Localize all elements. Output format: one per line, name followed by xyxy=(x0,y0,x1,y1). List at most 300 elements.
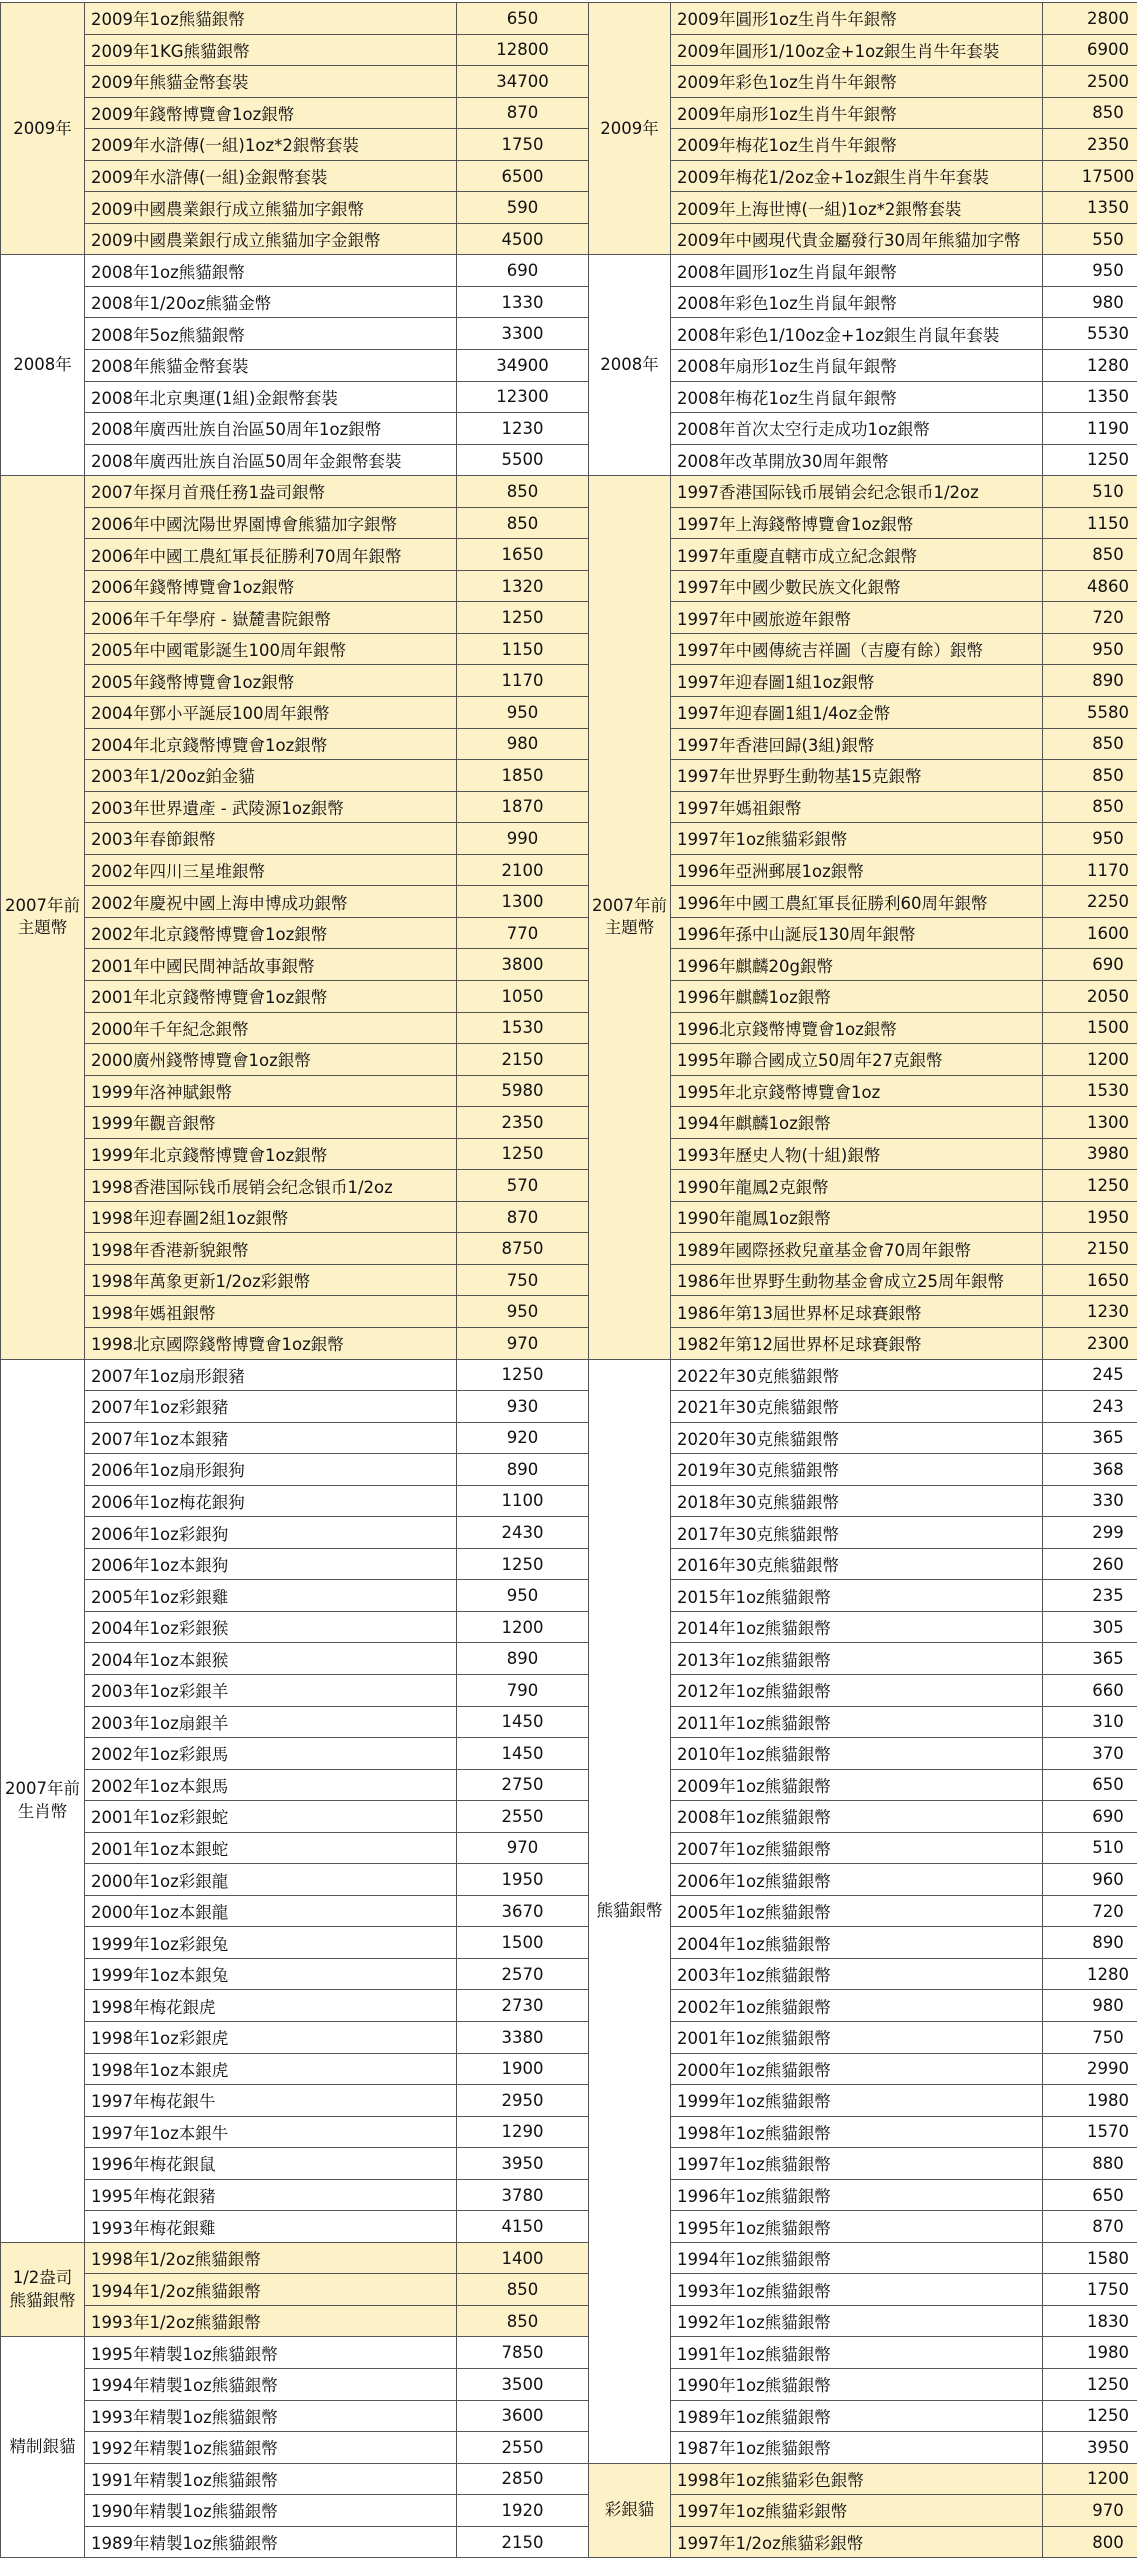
item-name-cell: 1999年洛神賦銀幣 xyxy=(85,1076,457,1108)
item-price-cell: 12800 xyxy=(457,35,589,67)
item-price-cell: 1050 xyxy=(457,981,589,1013)
item-price-cell: 1150 xyxy=(457,634,589,666)
item-name-cell: 1990年精製1oz熊貓銀幣 xyxy=(85,2495,457,2527)
item-name-cell: 2003年1/20oz鉑金貓 xyxy=(85,760,457,792)
item-price-cell: 17500 xyxy=(1043,161,1137,193)
item-name-cell: 2021年30克熊貓銀幣 xyxy=(671,1391,1043,1423)
item-name-cell: 2011年1oz熊貓銀幣 xyxy=(671,1707,1043,1739)
item-name-cell: 2009年梅花1oz生肖牛年銀幣 xyxy=(671,129,1043,161)
item-price-cell: 660 xyxy=(1043,1675,1137,1707)
item-price-cell: 1300 xyxy=(1043,1107,1137,1139)
item-price-cell: 2550 xyxy=(457,2432,589,2464)
item-name-cell: 2008年北京奧運(1組)金銀幣套裝 xyxy=(85,382,457,414)
item-price-cell: 1250 xyxy=(457,1360,589,1392)
item-name-cell: 2008年廣西壯族自治區50周年1oz銀幣 xyxy=(85,413,457,445)
item-name-cell: 1994年精製1oz熊貓銀幣 xyxy=(85,2369,457,2401)
item-price-cell: 850 xyxy=(1043,539,1137,571)
item-price-cell: 970 xyxy=(1043,2495,1137,2527)
item-price-cell: 2100 xyxy=(457,855,589,887)
item-price-cell: 1950 xyxy=(457,1864,589,1896)
item-name-cell: 1995年北京錢幣博覽會1oz xyxy=(671,1076,1043,1108)
item-name-cell: 1996年1oz熊貓銀幣 xyxy=(671,2180,1043,2212)
item-price-cell: 34700 xyxy=(457,66,589,98)
item-name-cell: 2009年梅花1/2oz金+1oz銀生肖牛年套裝 xyxy=(671,161,1043,193)
item-name-cell: 1993年1/2oz熊貓銀幣 xyxy=(85,2306,457,2338)
item-price-cell: 2850 xyxy=(457,2464,589,2496)
item-name-cell: 2018年30克熊貓銀幣 xyxy=(671,1486,1043,1518)
item-price-cell: 950 xyxy=(1043,634,1137,666)
item-name-cell: 2009年圓形1oz生肖牛年銀幣 xyxy=(671,3,1043,35)
item-price-cell: 2350 xyxy=(457,1107,589,1139)
item-name-cell: 1995年1oz熊貓銀幣 xyxy=(671,2211,1043,2243)
item-name-cell: 2002年1oz彩銀馬 xyxy=(85,1738,457,1770)
item-price-cell: 1830 xyxy=(1043,2306,1137,2338)
item-price-cell: 2350 xyxy=(1043,129,1137,161)
category-cell: 1/2盎司 熊貓銀幣 xyxy=(1,2243,85,2338)
item-price-cell: 260 xyxy=(1043,1549,1137,1581)
item-price-cell: 1170 xyxy=(1043,855,1137,887)
item-price-cell: 8750 xyxy=(457,1233,589,1265)
item-name-cell: 2001年北京錢幣博覽會1oz銀幣 xyxy=(85,981,457,1013)
item-price-cell: 1280 xyxy=(1043,1959,1137,1991)
item-name-cell: 2000廣州錢幣博覽會1oz銀幣 xyxy=(85,1044,457,1076)
item-name-cell: 2000年1oz熊貓銀幣 xyxy=(671,2054,1043,2086)
item-name-cell: 2009中國農業銀行成立熊貓加字金銀幣 xyxy=(85,224,457,256)
item-price-cell: 1250 xyxy=(1043,2401,1137,2433)
item-price-cell: 1650 xyxy=(457,539,589,571)
item-price-cell: 299 xyxy=(1043,1517,1137,1549)
item-name-cell: 1997年1oz熊貓彩銀幣 xyxy=(671,823,1043,855)
item-price-cell: 980 xyxy=(457,729,589,761)
item-name-cell: 1998年媽祖銀幣 xyxy=(85,1296,457,1328)
item-name-cell: 1997年迎春圖1組1/4oz金幣 xyxy=(671,697,1043,729)
item-name-cell: 1997年1oz本銀牛 xyxy=(85,2117,457,2149)
category-cell: 2009年 xyxy=(1,3,85,255)
item-price-cell: 1230 xyxy=(457,413,589,445)
item-name-cell: 2008年改革開放30周年銀幣 xyxy=(671,445,1043,477)
item-name-cell: 2008年廣西壯族自治區50周年金銀幣套裝 xyxy=(85,445,457,477)
coin-price-table xyxy=(0,2,1137,2558)
item-price-cell: 870 xyxy=(1043,2211,1137,2243)
item-price-cell: 850 xyxy=(1043,792,1137,824)
item-name-cell: 2002年四川三星堆銀幣 xyxy=(85,855,457,887)
item-name-cell: 2005年1oz熊貓銀幣 xyxy=(671,1896,1043,1928)
item-price-cell: 970 xyxy=(457,1328,589,1360)
item-name-cell: 1999年北京錢幣博覽會1oz銀幣 xyxy=(85,1139,457,1171)
item-price-cell: 1600 xyxy=(1043,918,1137,950)
item-name-cell: 1994年麒麟1oz銀幣 xyxy=(671,1107,1043,1139)
item-price-cell: 3600 xyxy=(457,2401,589,2433)
item-price-cell: 1350 xyxy=(1043,192,1137,224)
item-name-cell: 2007年探月首飛任務1盎司銀幣 xyxy=(85,476,457,508)
item-name-cell: 2006年中國工農紅軍長征勝利70周年銀幣 xyxy=(85,539,457,571)
item-name-cell: 1999年1oz彩銀兔 xyxy=(85,1927,457,1959)
item-name-cell: 2008年熊貓金幣套裝 xyxy=(85,350,457,382)
item-name-cell: 2009年圓形1/10oz金+1oz銀生肖牛年套裝 xyxy=(671,35,1043,67)
item-name-cell: 2006年1oz熊貓銀幣 xyxy=(671,1864,1043,1896)
item-price-cell: 1750 xyxy=(457,129,589,161)
item-price-cell: 850 xyxy=(1043,729,1137,761)
item-price-cell: 1750 xyxy=(1043,2274,1137,2306)
item-price-cell: 970 xyxy=(457,1833,589,1865)
item-price-cell: 1650 xyxy=(1043,1265,1137,1297)
item-price-cell: 5500 xyxy=(457,445,589,477)
item-name-cell: 2017年30克熊貓銀幣 xyxy=(671,1517,1043,1549)
item-price-cell: 1950 xyxy=(1043,1202,1137,1234)
item-price-cell: 2570 xyxy=(457,1959,589,1991)
item-name-cell: 1997年1oz熊貓銀幣 xyxy=(671,2148,1043,2180)
item-price-cell: 7850 xyxy=(457,2337,589,2369)
item-price-cell: 950 xyxy=(1043,823,1137,855)
item-price-cell: 5580 xyxy=(1043,697,1137,729)
item-price-cell: 1250 xyxy=(457,602,589,634)
item-price-cell: 6900 xyxy=(1043,35,1137,67)
item-name-cell: 1994年1/2oz熊貓銀幣 xyxy=(85,2274,457,2306)
item-name-cell: 1997年上海錢幣博覽會1oz銀幣 xyxy=(671,508,1043,540)
item-price-cell: 590 xyxy=(457,192,589,224)
item-name-cell: 2008年5oz熊貓銀幣 xyxy=(85,318,457,350)
item-price-cell: 5980 xyxy=(457,1076,589,1108)
item-price-cell: 1280 xyxy=(1043,350,1137,382)
item-name-cell: 2009年1KG熊貓銀幣 xyxy=(85,35,457,67)
item-name-cell: 2002年1oz本銀馬 xyxy=(85,1770,457,1802)
item-price-cell: 3980 xyxy=(1043,1139,1137,1171)
item-name-cell: 1998年1/2oz熊貓銀幣 xyxy=(85,2243,457,2275)
item-price-cell: 960 xyxy=(1043,1864,1137,1896)
item-name-cell: 1997年世界野生動物基15克銀幣 xyxy=(671,760,1043,792)
item-price-cell: 2550 xyxy=(457,1801,589,1833)
item-name-cell: 2022年30克熊貓銀幣 xyxy=(671,1360,1043,1392)
item-name-cell: 1999年1oz熊貓銀幣 xyxy=(671,2085,1043,2117)
item-price-cell: 650 xyxy=(1043,2180,1137,2212)
item-name-cell: 1998北京國際錢幣博覽會1oz銀幣 xyxy=(85,1328,457,1360)
item-price-cell: 850 xyxy=(457,2306,589,2338)
item-name-cell: 1996年亞洲郵展1oz銀幣 xyxy=(671,855,1043,887)
item-name-cell: 1989年精製1oz熊貓銀幣 xyxy=(85,2527,457,2559)
item-name-cell: 2008年首次太空行走成功1oz銀幣 xyxy=(671,413,1043,445)
item-price-cell: 330 xyxy=(1043,1486,1137,1518)
item-price-cell: 1330 xyxy=(457,287,589,319)
item-name-cell: 2015年1oz熊貓銀幣 xyxy=(671,1580,1043,1612)
item-price-cell: 2250 xyxy=(1043,886,1137,918)
item-name-cell: 1992年精製1oz熊貓銀幣 xyxy=(85,2432,457,2464)
item-name-cell: 2009年熊貓金幣套裝 xyxy=(85,66,457,98)
item-price-cell: 1850 xyxy=(457,760,589,792)
item-name-cell: 2012年1oz熊貓銀幣 xyxy=(671,1675,1043,1707)
item-price-cell: 650 xyxy=(457,3,589,35)
item-price-cell: 1530 xyxy=(457,1013,589,1045)
item-price-cell: 1250 xyxy=(1043,1170,1137,1202)
item-price-cell: 2150 xyxy=(457,1044,589,1076)
item-name-cell: 2006年1oz梅花銀狗 xyxy=(85,1486,457,1518)
item-price-cell: 690 xyxy=(1043,949,1137,981)
item-name-cell: 2005年中國電影誕生100周年銀幣 xyxy=(85,634,457,666)
item-price-cell: 950 xyxy=(457,1580,589,1612)
item-name-cell: 1997年重慶直轄市成立紀念銀幣 xyxy=(671,539,1043,571)
item-price-cell: 1980 xyxy=(1043,2085,1137,2117)
item-name-cell: 1997年迎春圖1組1oz銀幣 xyxy=(671,665,1043,697)
item-name-cell: 1997年香港回歸(3組)銀幣 xyxy=(671,729,1043,761)
item-price-cell: 950 xyxy=(1043,255,1137,287)
item-price-cell: 3300 xyxy=(457,318,589,350)
item-price-cell: 4500 xyxy=(457,224,589,256)
item-name-cell: 2009年上海世博(一組)1oz*2銀幣套裝 xyxy=(671,192,1043,224)
item-price-cell: 720 xyxy=(1043,602,1137,634)
item-name-cell: 2002年慶祝中國上海申博成功銀幣 xyxy=(85,886,457,918)
item-price-cell: 1150 xyxy=(1043,508,1137,540)
item-name-cell: 2007年1oz彩銀豬 xyxy=(85,1391,457,1423)
item-name-cell: 2009年1oz熊貓銀幣 xyxy=(671,1770,1043,1802)
item-price-cell: 1900 xyxy=(457,2054,589,2086)
category-cell: 彩銀貓 xyxy=(589,2464,671,2559)
item-price-cell: 245 xyxy=(1043,1360,1137,1392)
item-price-cell: 3780 xyxy=(457,2180,589,2212)
item-price-cell: 880 xyxy=(1043,2148,1137,2180)
item-name-cell: 2003年世界遺產 - 武陵源1oz銀幣 xyxy=(85,792,457,824)
item-price-cell: 930 xyxy=(457,1391,589,1423)
item-price-cell: 770 xyxy=(457,918,589,950)
item-name-cell: 2001年1oz彩銀蛇 xyxy=(85,1801,457,1833)
category-cell: 2007年前 主題幣 xyxy=(589,476,671,1359)
item-name-cell: 2003年1oz熊貓銀幣 xyxy=(671,1959,1043,1991)
item-name-cell: 2004年1oz本銀猴 xyxy=(85,1643,457,1675)
item-price-cell: 1250 xyxy=(1043,445,1137,477)
category-cell: 熊貓銀幣 xyxy=(589,1360,671,2464)
item-name-cell: 1998年香港新貌銀幣 xyxy=(85,1233,457,1265)
item-name-cell: 2006年1oz彩銀狗 xyxy=(85,1517,457,1549)
item-price-cell: 1250 xyxy=(457,1139,589,1171)
item-price-cell: 1190 xyxy=(1043,413,1137,445)
item-price-cell: 2430 xyxy=(457,1517,589,1549)
item-price-cell: 950 xyxy=(457,697,589,729)
item-name-cell: 2008年扇形1oz生肖鼠年銀幣 xyxy=(671,350,1043,382)
item-name-cell: 2009年水滸傳(一組)金銀幣套裝 xyxy=(85,161,457,193)
item-name-cell: 2008年1/20oz熊貓金幣 xyxy=(85,287,457,319)
item-price-cell: 1580 xyxy=(1043,2243,1137,2275)
item-name-cell: 2004年1oz熊貓銀幣 xyxy=(671,1927,1043,1959)
item-price-cell: 1170 xyxy=(457,665,589,697)
item-name-cell: 1997年中國傳統吉祥圖（吉慶有餘）銀幣 xyxy=(671,634,1043,666)
item-name-cell: 1997年媽祖銀幣 xyxy=(671,792,1043,824)
item-price-cell: 720 xyxy=(1043,1896,1137,1928)
item-name-cell: 1995年聯合國成立50周年27克銀幣 xyxy=(671,1044,1043,1076)
item-price-cell: 870 xyxy=(457,98,589,130)
item-price-cell: 890 xyxy=(1043,1927,1137,1959)
item-price-cell: 2300 xyxy=(1043,1328,1137,1360)
item-name-cell: 1997年1oz熊貓彩銀幣 xyxy=(671,2495,1043,2527)
item-price-cell: 750 xyxy=(1043,2022,1137,2054)
item-price-cell: 3800 xyxy=(457,949,589,981)
item-name-cell: 1996年梅花銀鼠 xyxy=(85,2148,457,2180)
item-name-cell: 1990年1oz熊貓銀幣 xyxy=(671,2369,1043,2401)
item-name-cell: 1996年中國工農紅軍長征勝利60周年銀幣 xyxy=(671,886,1043,918)
item-name-cell: 1998年1oz熊貓銀幣 xyxy=(671,2117,1043,2149)
item-price-cell: 310 xyxy=(1043,1707,1137,1739)
category-cell: 2008年 xyxy=(589,255,671,476)
item-name-cell: 2020年30克熊貓銀幣 xyxy=(671,1423,1043,1455)
category-cell: 2009年 xyxy=(589,3,671,255)
item-name-cell: 2000年1oz彩銀龍 xyxy=(85,1864,457,1896)
item-name-cell: 2008年圓形1oz生肖鼠年銀幣 xyxy=(671,255,1043,287)
item-price-cell: 2750 xyxy=(457,1770,589,1802)
item-price-cell: 368 xyxy=(1043,1454,1137,1486)
item-price-cell: 2150 xyxy=(1043,1233,1137,1265)
item-name-cell: 2009年中國現代貴金屬發行30周年熊貓加字幣 xyxy=(671,224,1043,256)
item-price-cell: 800 xyxy=(1043,2527,1137,2559)
item-price-cell: 1250 xyxy=(457,1549,589,1581)
item-name-cell: 2006年1oz本銀狗 xyxy=(85,1549,457,1581)
item-name-cell: 2007年1oz本銀豬 xyxy=(85,1423,457,1455)
item-price-cell: 1500 xyxy=(1043,1013,1137,1045)
item-name-cell: 1998香港国际钱币展销会纪念银币1/2oz xyxy=(85,1170,457,1202)
item-price-cell: 2990 xyxy=(1043,2054,1137,2086)
item-price-cell: 570 xyxy=(457,1170,589,1202)
item-price-cell: 1500 xyxy=(457,1927,589,1959)
item-name-cell: 2003年1oz扇銀羊 xyxy=(85,1707,457,1739)
item-price-cell: 850 xyxy=(1043,98,1137,130)
item-name-cell: 2007年1oz扇形銀豬 xyxy=(85,1360,457,1392)
item-name-cell: 1989年國際拯救兒童基金會70周年銀幣 xyxy=(671,1233,1043,1265)
item-price-cell: 870 xyxy=(457,1202,589,1234)
item-price-cell: 1980 xyxy=(1043,2337,1137,2369)
item-price-cell: 305 xyxy=(1043,1612,1137,1644)
item-price-cell: 6500 xyxy=(457,161,589,193)
item-name-cell: 2009年錢幣博覽會1oz銀幣 xyxy=(85,98,457,130)
item-name-cell: 1995年梅花銀豬 xyxy=(85,2180,457,2212)
item-name-cell: 2001年1oz本銀蛇 xyxy=(85,1833,457,1865)
item-name-cell: 2010年1oz熊貓銀幣 xyxy=(671,1738,1043,1770)
item-price-cell: 1230 xyxy=(1043,1296,1137,1328)
item-price-cell: 1200 xyxy=(1043,2464,1137,2496)
item-price-cell: 850 xyxy=(457,508,589,540)
item-name-cell: 2009年1oz熊貓銀幣 xyxy=(85,3,457,35)
item-name-cell: 1997香港国际钱币展销会纪念银币1/2oz xyxy=(671,476,1043,508)
item-name-cell: 1997年中國少數民族文化銀幣 xyxy=(671,571,1043,603)
item-price-cell: 3670 xyxy=(457,1896,589,1928)
item-price-cell: 650 xyxy=(1043,1770,1137,1802)
item-price-cell: 235 xyxy=(1043,1580,1137,1612)
item-price-cell: 3380 xyxy=(457,2022,589,2054)
item-name-cell: 1996年麒麟20g銀幣 xyxy=(671,949,1043,981)
category-cell: 2008年 xyxy=(1,255,85,476)
item-price-cell: 1570 xyxy=(1043,2117,1137,2149)
item-name-cell: 2006年千年學府 - 嶽麓書院銀幣 xyxy=(85,602,457,634)
item-price-cell: 1400 xyxy=(457,2243,589,2275)
item-name-cell: 1998年萬象更新1/2oz彩銀幣 xyxy=(85,1265,457,1297)
item-price-cell: 1200 xyxy=(457,1612,589,1644)
item-name-cell: 2006年中國沈陽世界園博會熊貓加字銀幣 xyxy=(85,508,457,540)
item-name-cell: 2000年千年紀念銀幣 xyxy=(85,1013,457,1045)
item-name-cell: 2014年1oz熊貓銀幣 xyxy=(671,1612,1043,1644)
item-price-cell: 2050 xyxy=(1043,981,1137,1013)
item-name-cell: 1996年孫中山誕辰130周年銀幣 xyxy=(671,918,1043,950)
item-name-cell: 2003年1oz彩銀羊 xyxy=(85,1675,457,1707)
item-price-cell: 1450 xyxy=(457,1707,589,1739)
item-name-cell: 2008年梅花1oz生肖鼠年銀幣 xyxy=(671,382,1043,414)
item-name-cell: 1998年1oz熊貓彩色銀幣 xyxy=(671,2464,1043,2496)
item-price-cell: 365 xyxy=(1043,1643,1137,1675)
item-name-cell: 1998年迎春圖2組1oz銀幣 xyxy=(85,1202,457,1234)
item-price-cell: 1200 xyxy=(1043,1044,1137,1076)
item-price-cell: 2800 xyxy=(1043,3,1137,35)
category-cell: 2007年前 主題幣 xyxy=(1,476,85,1359)
item-name-cell: 1991年1oz熊貓銀幣 xyxy=(671,2337,1043,2369)
item-name-cell: 2013年1oz熊貓銀幣 xyxy=(671,1643,1043,1675)
item-price-cell: 1300 xyxy=(457,886,589,918)
item-price-cell: 3950 xyxy=(1043,2432,1137,2464)
item-name-cell: 1997年中國旅遊年銀幣 xyxy=(671,602,1043,634)
item-name-cell: 2009年扇形1oz生肖牛年銀幣 xyxy=(671,98,1043,130)
item-name-cell: 2002年北京錢幣博覽會1oz銀幣 xyxy=(85,918,457,950)
item-name-cell: 1991年精製1oz熊貓銀幣 xyxy=(85,2464,457,2496)
item-price-cell: 850 xyxy=(1043,760,1137,792)
item-price-cell: 1530 xyxy=(1043,1076,1137,1108)
item-name-cell: 2016年30克熊貓銀幣 xyxy=(671,1549,1043,1581)
item-name-cell: 2001年1oz熊貓銀幣 xyxy=(671,2022,1043,2054)
item-name-cell: 2019年30克熊貓銀幣 xyxy=(671,1454,1043,1486)
item-name-cell: 2002年1oz熊貓銀幣 xyxy=(671,1990,1043,2022)
item-price-cell: 890 xyxy=(457,1643,589,1675)
item-name-cell: 2004年鄧小平誕辰100周年銀幣 xyxy=(85,697,457,729)
item-name-cell: 1994年1oz熊貓銀幣 xyxy=(671,2243,1043,2275)
item-price-cell: 365 xyxy=(1043,1423,1137,1455)
item-name-cell: 2000年1oz本銀龍 xyxy=(85,1896,457,1928)
item-name-cell: 1990年龍鳳2克銀幣 xyxy=(671,1170,1043,1202)
item-price-cell: 1450 xyxy=(457,1738,589,1770)
item-price-cell: 2150 xyxy=(457,2527,589,2559)
item-price-cell: 920 xyxy=(457,1423,589,1455)
item-name-cell: 1998年梅花銀虎 xyxy=(85,1990,457,2022)
item-name-cell: 2003年春節銀幣 xyxy=(85,823,457,855)
item-price-cell: 890 xyxy=(1043,665,1137,697)
item-price-cell: 3950 xyxy=(457,2148,589,2180)
item-price-cell: 243 xyxy=(1043,1391,1137,1423)
item-name-cell: 1997年1/2oz熊貓彩銀幣 xyxy=(671,2527,1043,2559)
item-name-cell: 2008年彩色1oz生肖鼠年銀幣 xyxy=(671,287,1043,319)
item-name-cell: 1993年歷史人物(十組)銀幣 xyxy=(671,1139,1043,1171)
item-name-cell: 1986年世界野生動物基金會成立25周年銀幣 xyxy=(671,1265,1043,1297)
item-name-cell: 2001年中國民間神話故事銀幣 xyxy=(85,949,457,981)
category-cell: 2007年前 生肖幣 xyxy=(1,1360,85,2243)
item-price-cell: 850 xyxy=(457,476,589,508)
item-price-cell: 1320 xyxy=(457,571,589,603)
item-price-cell: 790 xyxy=(457,1675,589,1707)
item-price-cell: 690 xyxy=(1043,1801,1137,1833)
item-price-cell: 1100 xyxy=(457,1486,589,1518)
item-name-cell: 1997年梅花銀牛 xyxy=(85,2085,457,2117)
category-cell: 精制銀貓 xyxy=(1,2337,85,2558)
item-name-cell: 1995年精製1oz熊貓銀幣 xyxy=(85,2337,457,2369)
item-name-cell: 1999年觀音銀幣 xyxy=(85,1107,457,1139)
item-price-cell: 510 xyxy=(1043,476,1137,508)
item-name-cell: 1998年1oz本銀虎 xyxy=(85,2054,457,2086)
item-price-cell: 950 xyxy=(457,1296,589,1328)
item-name-cell: 1990年龍鳳1oz銀幣 xyxy=(671,1202,1043,1234)
item-price-cell: 550 xyxy=(1043,224,1137,256)
item-name-cell: 1993年精製1oz熊貓銀幣 xyxy=(85,2401,457,2433)
item-name-cell: 2004年1oz彩銀猴 xyxy=(85,1612,457,1644)
item-name-cell: 1993年1oz熊貓銀幣 xyxy=(671,2274,1043,2306)
item-price-cell: 890 xyxy=(457,1454,589,1486)
item-price-cell: 1290 xyxy=(457,2117,589,2149)
item-price-cell: 4150 xyxy=(457,2211,589,2243)
item-price-cell: 2950 xyxy=(457,2085,589,2117)
item-price-cell: 750 xyxy=(457,1265,589,1297)
item-name-cell: 2008年1oz熊貓銀幣 xyxy=(85,255,457,287)
item-name-cell: 1996北京錢幣博覽會1oz銀幣 xyxy=(671,1013,1043,1045)
item-name-cell: 1998年1oz彩銀虎 xyxy=(85,2022,457,2054)
item-name-cell: 2009中國農業銀行成立熊貓加字銀幣 xyxy=(85,192,457,224)
